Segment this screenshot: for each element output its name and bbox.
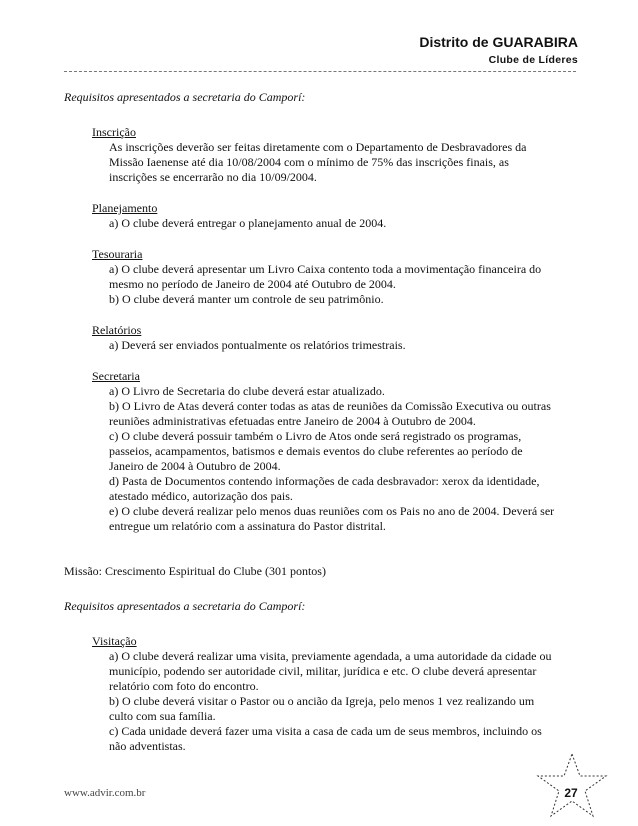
section-title: Relatórios: [92, 323, 142, 337]
section-line: atestado médico, autorização dos pais.: [109, 489, 293, 503]
section-line: b) O Livro de Atas deverá conter todas as atas de reuniões da Comissão Executiva ou outras: [109, 399, 551, 413]
requirements-list-2: [64, 634, 584, 754]
section-line: c) Cada unidade deverá fazer uma visita a casa de cada um de seus membros, incluindo os: [109, 724, 542, 738]
header-subtitle: Clube de Líderes: [488, 54, 578, 66]
section-line: d) Pasta de Documentos contendo informações de cada desbravador: xerox da identidade,: [109, 474, 540, 488]
section-line: b) O clube deverá visitar o Pastor ou o ancião da Igreja, pelo menos 1 vez realizando um: [109, 694, 535, 708]
section-body: [92, 338, 584, 353]
requirements-heading-2: Requisitos apresentados a secretaria do Camporí:: [64, 599, 306, 613]
section-line: relatório com foto do encontro.: [109, 679, 259, 693]
mission-heading: Missão: Crescimento Espiritual do Clube (301 pontos): [64, 564, 326, 578]
requirement-section: [92, 125, 584, 185]
section-body: [92, 216, 584, 231]
requirement-section: [92, 369, 584, 534]
page-content: [64, 90, 584, 770]
page-number: 27: [564, 786, 578, 800]
section-line: mesmo no período de Janeiro de 2004 até Outubro de 2004.: [109, 277, 396, 291]
section-line: entregue um relatório com a assinatura do Pastor distrital.: [109, 519, 386, 533]
section-body: [92, 262, 584, 307]
section-line: reuniões administrativas efetuadas entre Janeiro de 2004 à Outubro de 2004.: [109, 414, 476, 428]
section-title: Tesouraria: [92, 247, 143, 261]
section-line: a) O clube deverá entregar o planejamento anual de 2004.: [109, 216, 387, 230]
header-title: Distrito de GUARABIRA: [419, 34, 578, 50]
section-title: Planejamento: [92, 201, 158, 215]
section-title: Visitação: [92, 634, 137, 648]
requirements-heading: Requisitos apresentados a secretaria do Camporí:: [64, 90, 306, 104]
section-line: c) O clube deverá possuir também o Livro de Atos onde será registrado os programas,: [109, 429, 522, 443]
section-line: Missão Iaenense até dia 10/08/2004 com o mínimo de 75% das inscrições finais, as: [109, 155, 509, 169]
section-line: inscrições se encerrarão no dia 10/09/2004.: [109, 170, 317, 184]
requirement-section: [92, 201, 584, 231]
section-line: Janeiro de 2004 à Outubro de 2004.: [109, 459, 281, 473]
section-line: passeios, acampamentos, batismos e demais eventos do clube referentes ao período de: [109, 444, 523, 458]
requirements-list: [64, 125, 584, 534]
section-line: a) Deverá ser enviados pontualmente os relatórios trimestrais.: [109, 338, 406, 352]
section-line: a) O clube deverá realizar uma visita, previamente agendada, a uma autoridade da cidade ou: [109, 649, 552, 663]
footer-url: www.advir.com.br: [64, 787, 146, 799]
section-title: Secretaria: [92, 369, 140, 383]
section-body: [92, 140, 584, 185]
section-line: município, podendo ser autoridade civil, militar, jurídica e etc. O clube deverá apresentar: [109, 664, 537, 678]
section-line: culto com sua família.: [109, 709, 216, 723]
section-line: e) O clube deverá realizar pelo menos duas reuniões com os Pais no ano de 2004. Deverá ser: [109, 504, 555, 518]
section-line: a) O Livro de Secretaria do clube deverá estar atualizado.: [109, 384, 385, 398]
section-line: As inscrições deverão ser feitas diretamente com o Departamento de Desbravadores da: [109, 140, 527, 154]
section-body: [92, 649, 584, 754]
requirement-section: [92, 247, 584, 307]
section-line: a) O clube deverá apresentar um Livro Caixa contento toda a movimentação financeira do: [109, 262, 542, 276]
requirement-section: [92, 634, 584, 754]
section-line: b) O clube deverá manter um controle de seu patrimônio.: [109, 292, 384, 306]
section-body: [92, 384, 584, 534]
requirement-section: [92, 323, 584, 353]
header-divider: [64, 71, 576, 72]
section-title: Inscrição: [92, 125, 136, 139]
section-line: não adventistas.: [109, 739, 186, 753]
